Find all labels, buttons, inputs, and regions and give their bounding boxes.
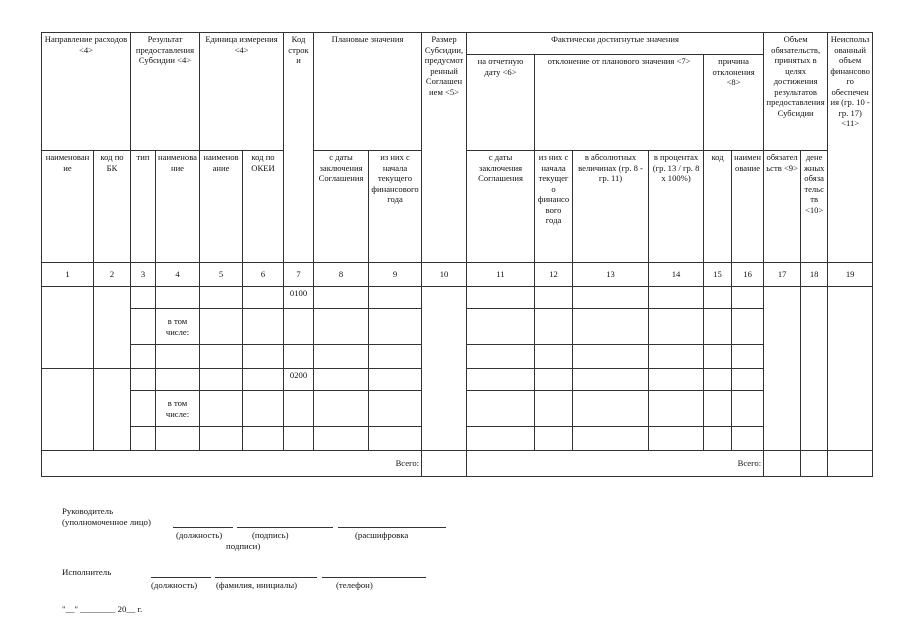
cell <box>200 345 243 369</box>
cell <box>284 309 314 345</box>
executor-name-caption: (фамилия, инициалы) <box>216 580 298 590</box>
head-signature-caption: (подпись) <box>252 530 289 540</box>
cell <box>704 391 732 427</box>
cell <box>314 391 369 427</box>
head-decode-caption: (расшифровка <box>355 530 409 540</box>
head-label: Руководитель <box>62 506 114 516</box>
cell <box>732 427 764 451</box>
cell <box>573 391 649 427</box>
cell <box>535 427 573 451</box>
header-line-code: Код строки <box>284 33 314 263</box>
header-subsidy-result: Результат предоставления Субсидии <4> <box>131 33 200 151</box>
cell <box>200 427 243 451</box>
cell <box>243 287 284 309</box>
subheader-c6: код по ОКЕИ <box>243 151 284 263</box>
cell <box>535 369 573 391</box>
cell <box>801 451 828 477</box>
cell <box>94 287 131 369</box>
header-at-report-date: на отчетную дату <6> <box>467 55 535 151</box>
cell <box>422 451 467 477</box>
col-num: 10 <box>422 263 467 287</box>
col-num: 19 <box>828 263 873 287</box>
subheader-c14: в процентах (гр. 13 / гр. 8 x 100%) <box>649 151 704 263</box>
cell <box>156 427 200 451</box>
cell <box>131 287 156 309</box>
cell <box>467 309 535 345</box>
col-num: 3 <box>131 263 156 287</box>
cell <box>467 427 535 451</box>
including-label: в том числе: <box>156 391 200 427</box>
col-num: 11 <box>467 263 535 287</box>
subheader-c18: денежных обязательств <10> <box>801 151 828 263</box>
total-label-right: Всего: <box>467 451 764 477</box>
cell <box>535 287 573 309</box>
subheader-c1: наименование <box>42 151 94 263</box>
executor-phone-caption: (телефон) <box>336 580 373 590</box>
report-table <box>41 32 873 477</box>
cell <box>131 345 156 369</box>
cell <box>422 287 467 451</box>
cell <box>573 369 649 391</box>
header-deviation-reason: причина отклонения <8> <box>704 55 764 151</box>
cell <box>649 345 704 369</box>
cell <box>828 451 873 477</box>
subheader-c13: в абсолютных величинах (гр. 8 - гр. 11) <box>573 151 649 263</box>
executor-phone-line[interactable] <box>322 577 426 578</box>
col-num: 12 <box>535 263 573 287</box>
cell <box>284 345 314 369</box>
head-signature-line[interactable] <box>237 527 333 528</box>
cell <box>369 427 422 451</box>
head-position-line[interactable] <box>173 527 233 528</box>
column-numbers-row <box>42 263 873 287</box>
cell <box>732 369 764 391</box>
cell <box>573 345 649 369</box>
cell <box>704 369 732 391</box>
cell <box>649 309 704 345</box>
subheader-c17: обязательств <9> <box>764 151 801 263</box>
cell <box>573 287 649 309</box>
header-actual-values: Фактически достигнутые значения <box>467 33 764 55</box>
cell <box>649 391 704 427</box>
cell <box>156 345 200 369</box>
cell <box>369 345 422 369</box>
col-num: 1 <box>42 263 94 287</box>
cell <box>243 309 284 345</box>
col-num: 14 <box>649 263 704 287</box>
executor-name-line[interactable] <box>215 577 317 578</box>
col-num: 8 <box>314 263 369 287</box>
subheader-c11: с даты заключения Соглашения <box>467 151 535 263</box>
cell <box>243 427 284 451</box>
head-label-authorized: (уполномоченное лицо) <box>62 517 151 527</box>
subheader-c3: тип <box>131 151 156 263</box>
cell <box>314 287 369 309</box>
cell <box>732 345 764 369</box>
cell <box>200 287 243 309</box>
header-expenditure-direction: Направление расходов <4> <box>42 33 131 151</box>
col-num: 9 <box>369 263 422 287</box>
line-code-0100: 0100 <box>284 287 314 309</box>
col-num: 15 <box>704 263 732 287</box>
subheader-c9: из них с начала текущего финансового года <box>369 151 422 263</box>
cell <box>467 369 535 391</box>
cell <box>649 287 704 309</box>
cell <box>369 287 422 309</box>
cell <box>200 369 243 391</box>
cell <box>243 369 284 391</box>
cell <box>200 391 243 427</box>
cell <box>94 369 131 451</box>
cell <box>314 345 369 369</box>
cell <box>243 391 284 427</box>
cell <box>243 345 284 369</box>
cell <box>156 369 200 391</box>
header-deviation: отклонение от планового значения <7> <box>535 55 704 151</box>
cell <box>131 309 156 345</box>
cell <box>535 309 573 345</box>
cell <box>156 287 200 309</box>
cell <box>369 369 422 391</box>
date-line: "__" ________ 20__ г. <box>62 604 143 614</box>
subheader-c12: из них с начала текущего финансового года <box>535 151 573 263</box>
col-num: 7 <box>284 263 314 287</box>
header-unit: Единица измерения <4> <box>200 33 284 151</box>
cell <box>200 309 243 345</box>
cell <box>314 369 369 391</box>
cell <box>42 287 94 369</box>
cell <box>314 309 369 345</box>
subheader-c8: с даты заключения Соглашения <box>314 151 369 263</box>
executor-position-caption: (должность) <box>151 580 198 590</box>
col-num: 5 <box>200 263 243 287</box>
header-unused-volume: Неиспользованный объем финансового обеспечения (гр. 10 - гр. 17) <11> <box>828 33 873 263</box>
col-num: 4 <box>156 263 200 287</box>
cell <box>764 287 801 451</box>
subheader-c5: наименование <box>200 151 243 263</box>
including-label: в том числе: <box>156 309 200 345</box>
cell <box>314 427 369 451</box>
cell <box>467 287 535 309</box>
line-code-0200: 0200 <box>284 369 314 391</box>
subheader-c4: наименование <box>156 151 200 263</box>
cell <box>535 391 573 427</box>
cell <box>573 309 649 345</box>
col-num: 13 <box>573 263 649 287</box>
cell <box>801 287 828 451</box>
cell <box>573 427 649 451</box>
col-num: 16 <box>732 263 764 287</box>
col-num: 6 <box>243 263 284 287</box>
executor-position-line[interactable] <box>151 577 211 578</box>
cell <box>649 369 704 391</box>
cell <box>732 391 764 427</box>
cell <box>704 345 732 369</box>
cell <box>284 391 314 427</box>
cell <box>131 369 156 391</box>
cell <box>467 345 535 369</box>
total-label-left: Всего: <box>42 451 422 477</box>
cell <box>369 309 422 345</box>
subheader-c15: код <box>704 151 732 263</box>
executor-label: Исполнитель <box>62 567 112 577</box>
subheader-c16: наименование <box>732 151 764 263</box>
cell <box>764 451 801 477</box>
cell <box>704 309 732 345</box>
cell <box>284 427 314 451</box>
cell <box>828 287 873 451</box>
table-row <box>42 287 873 309</box>
head-decode-line[interactable] <box>338 527 446 528</box>
cell <box>732 309 764 345</box>
head-position-caption: (должность) <box>176 530 223 540</box>
cell <box>649 427 704 451</box>
total-row <box>42 451 873 477</box>
cell <box>704 287 732 309</box>
cell <box>535 345 573 369</box>
col-num: 18 <box>801 263 828 287</box>
cell <box>732 287 764 309</box>
cell <box>704 427 732 451</box>
header-planned-values: Плановые значения <box>314 33 422 151</box>
header-subsidy-size: Размер Субсидии, предусмотренный Соглашением <5> <box>422 33 467 263</box>
cell <box>369 391 422 427</box>
cell <box>131 427 156 451</box>
cell <box>42 369 94 451</box>
header-obligations-volume: Объем обязательств, принятых в целях достижения результатов предоставления Субсидии <box>764 33 828 151</box>
cell <box>467 391 535 427</box>
cell <box>131 391 156 427</box>
head-decode-caption-2: подписи) <box>226 541 261 551</box>
col-num: 2 <box>94 263 131 287</box>
subheader-c2: код по БК <box>94 151 131 263</box>
col-num: 17 <box>764 263 801 287</box>
